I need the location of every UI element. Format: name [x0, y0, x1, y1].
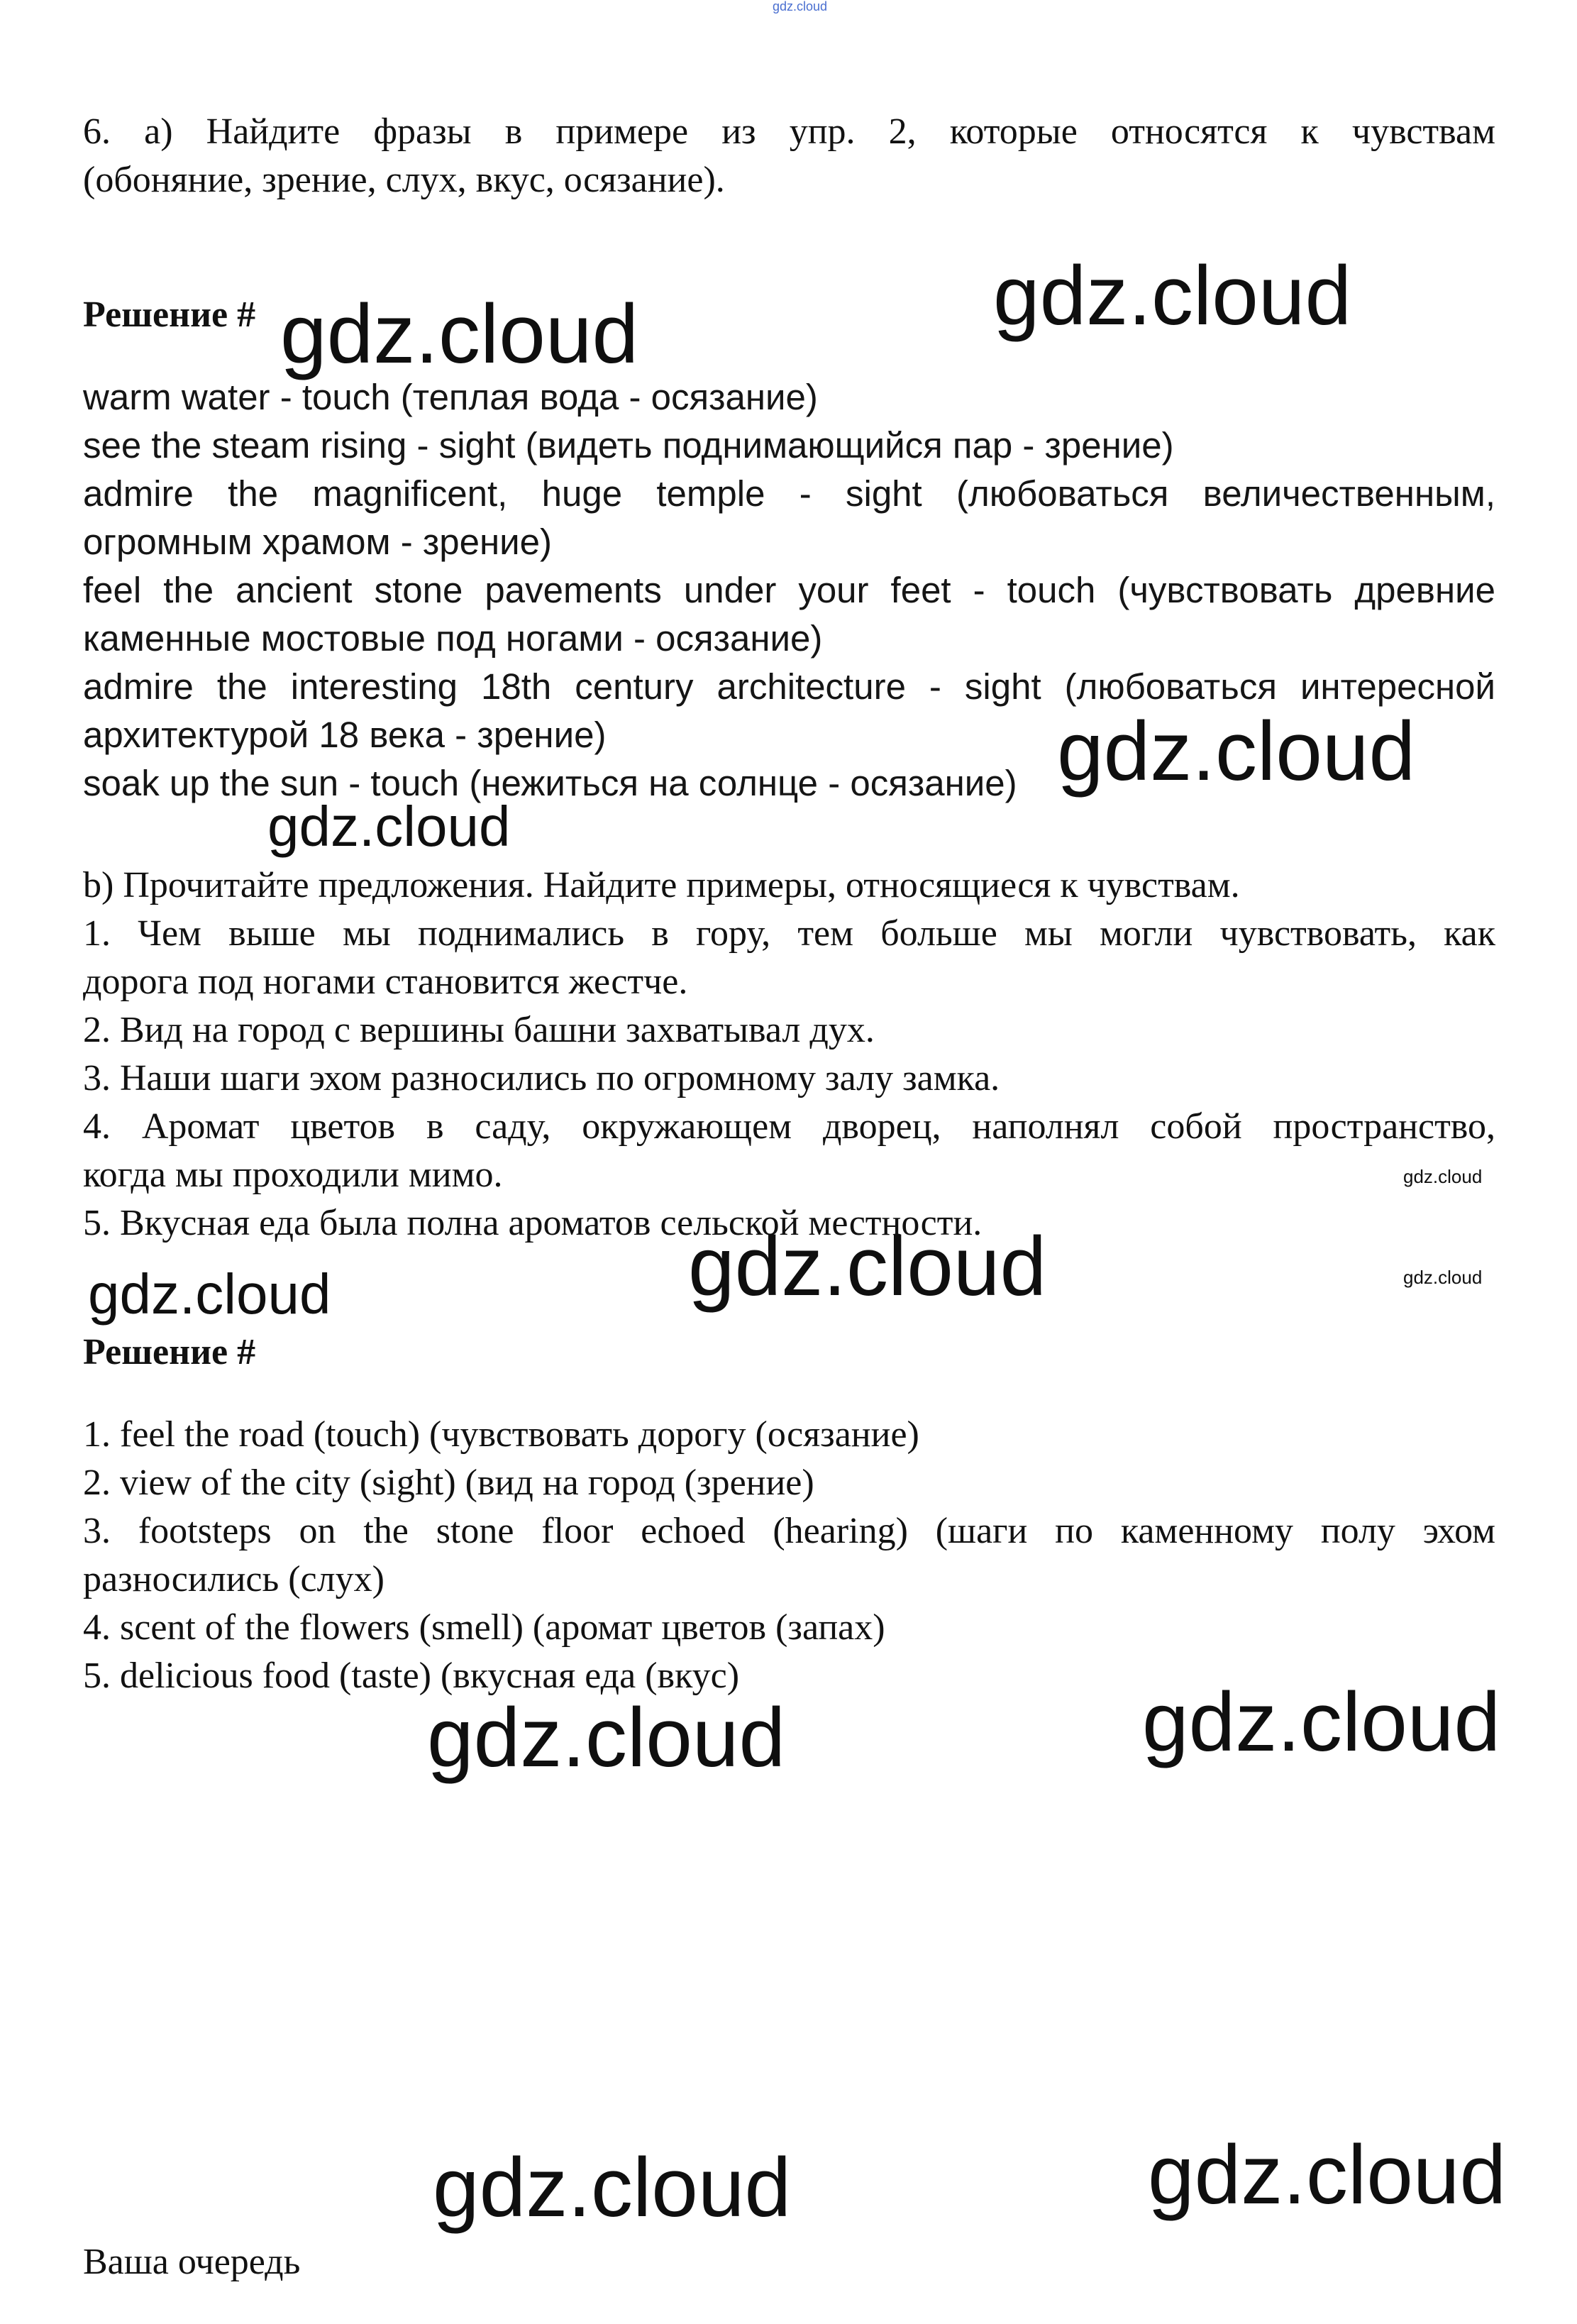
- solution-2-line: 3. footsteps on the stone floor echoed (hearing) (шаги по каменному полу эхом: [83, 1511, 1495, 1551]
- task-6b-line: 3. Наши шаги эхом разносились по огромному залу замка.: [83, 1058, 1000, 1098]
- task-6b-line: 2. Вид на город с вершины башни захватывал дух.: [83, 1010, 875, 1050]
- task-6b-line: дорога под ногами становится жестче.: [83, 962, 688, 1002]
- task-6b-line: когда мы проходили мимо.: [83, 1155, 503, 1195]
- solution-1-line: admire the magnificent, huge temple - sight (любоваться величественным,: [83, 473, 1495, 514]
- watermark: gdz.cloud: [1403, 1166, 1483, 1187]
- task-6b-line: 5. Вкусная еда была полна ароматов сельской местности.: [83, 1203, 983, 1243]
- task-6a-line-2: (обоняние, зрение, слух, вкус, осязание).: [83, 160, 725, 200]
- watermark: gdz.cloud: [280, 287, 639, 381]
- solution-2-list: [83, 1411, 1495, 1700]
- solution-2-heading: Решение #: [83, 1332, 256, 1372]
- solution-1-heading: Решение #: [83, 294, 256, 335]
- watermark: gdz.cloud: [267, 795, 511, 858]
- watermark: gdz.cloud: [1148, 2128, 1507, 2222]
- solution-2-line: разносились (слух): [83, 1559, 384, 1599]
- solution-1-line: warm water - touch (теплая вода - осязание): [83, 377, 818, 417]
- task-6b-line: 4. Аромат цветов в саду, окружающем дворец, наполнял собой пространство,: [83, 1106, 1495, 1147]
- solution-1-line: soak up the sun - touch (нежиться на солнце - осязание): [83, 763, 1017, 803]
- solution-2-line: 4. scent of the flowers (smell) (аромат цветов (запах): [83, 1607, 885, 1648]
- watermark: gdz.cloud: [88, 1262, 331, 1326]
- solution-2-line: 2. view of the city (sight) (вид на город (зрение): [83, 1463, 814, 1503]
- watermark: gdz.cloud: [688, 1220, 1047, 1314]
- task-6b-line: 1. Чем выше мы поднимались в гору, тем больше мы могли чувствовать, как: [83, 913, 1495, 954]
- task-6b-title: b) Прочитайте предложения. Найдите примеры, относящиеся к чувствам.: [83, 865, 1240, 905]
- task-6b: [83, 861, 1495, 1248]
- solution-1-line: see the steam rising - sight (видеть поднимающийся пар - зрение): [83, 425, 1174, 466]
- watermark: gdz.cloud: [993, 249, 1352, 343]
- watermark: gdz.cloud: [1142, 1675, 1501, 1769]
- solution-2-line: 1. feel the road (touch) (чувствовать дорогу (осязание): [83, 1414, 919, 1455]
- watermark: gdz.cloud: [1403, 1267, 1483, 1288]
- solution-2-line: 5. delicious food (taste) (вкусная еда (вкус): [83, 1656, 740, 1696]
- task-6a-line-1: 6. a) Найдите фразы в примере из упр. 2, которые относятся к чувствам: [83, 111, 1495, 152]
- solution-1-line: огромным храмом - зрение): [83, 522, 552, 562]
- solution-1-line: архитектурой 18 века - зрение): [83, 715, 607, 755]
- footer-text: Ваша очередь: [83, 2242, 301, 2282]
- task-6a: [83, 108, 1495, 204]
- solution-1-line: feel the ancient stone pavements under your feet - touch (чувствовать древние: [83, 570, 1495, 610]
- top-watermark: gdz.cloud: [773, 0, 828, 13]
- watermark: gdz.cloud: [1057, 705, 1416, 798]
- solution-1-line: каменные мостовые под ногами - осязание): [83, 618, 823, 659]
- solution-1-line: admire the interesting 18th century architecture - sight (любоваться интересной: [83, 666, 1495, 707]
- watermark: gdz.cloud: [427, 1691, 786, 1785]
- watermark: gdz.cloud: [433, 2141, 792, 2235]
